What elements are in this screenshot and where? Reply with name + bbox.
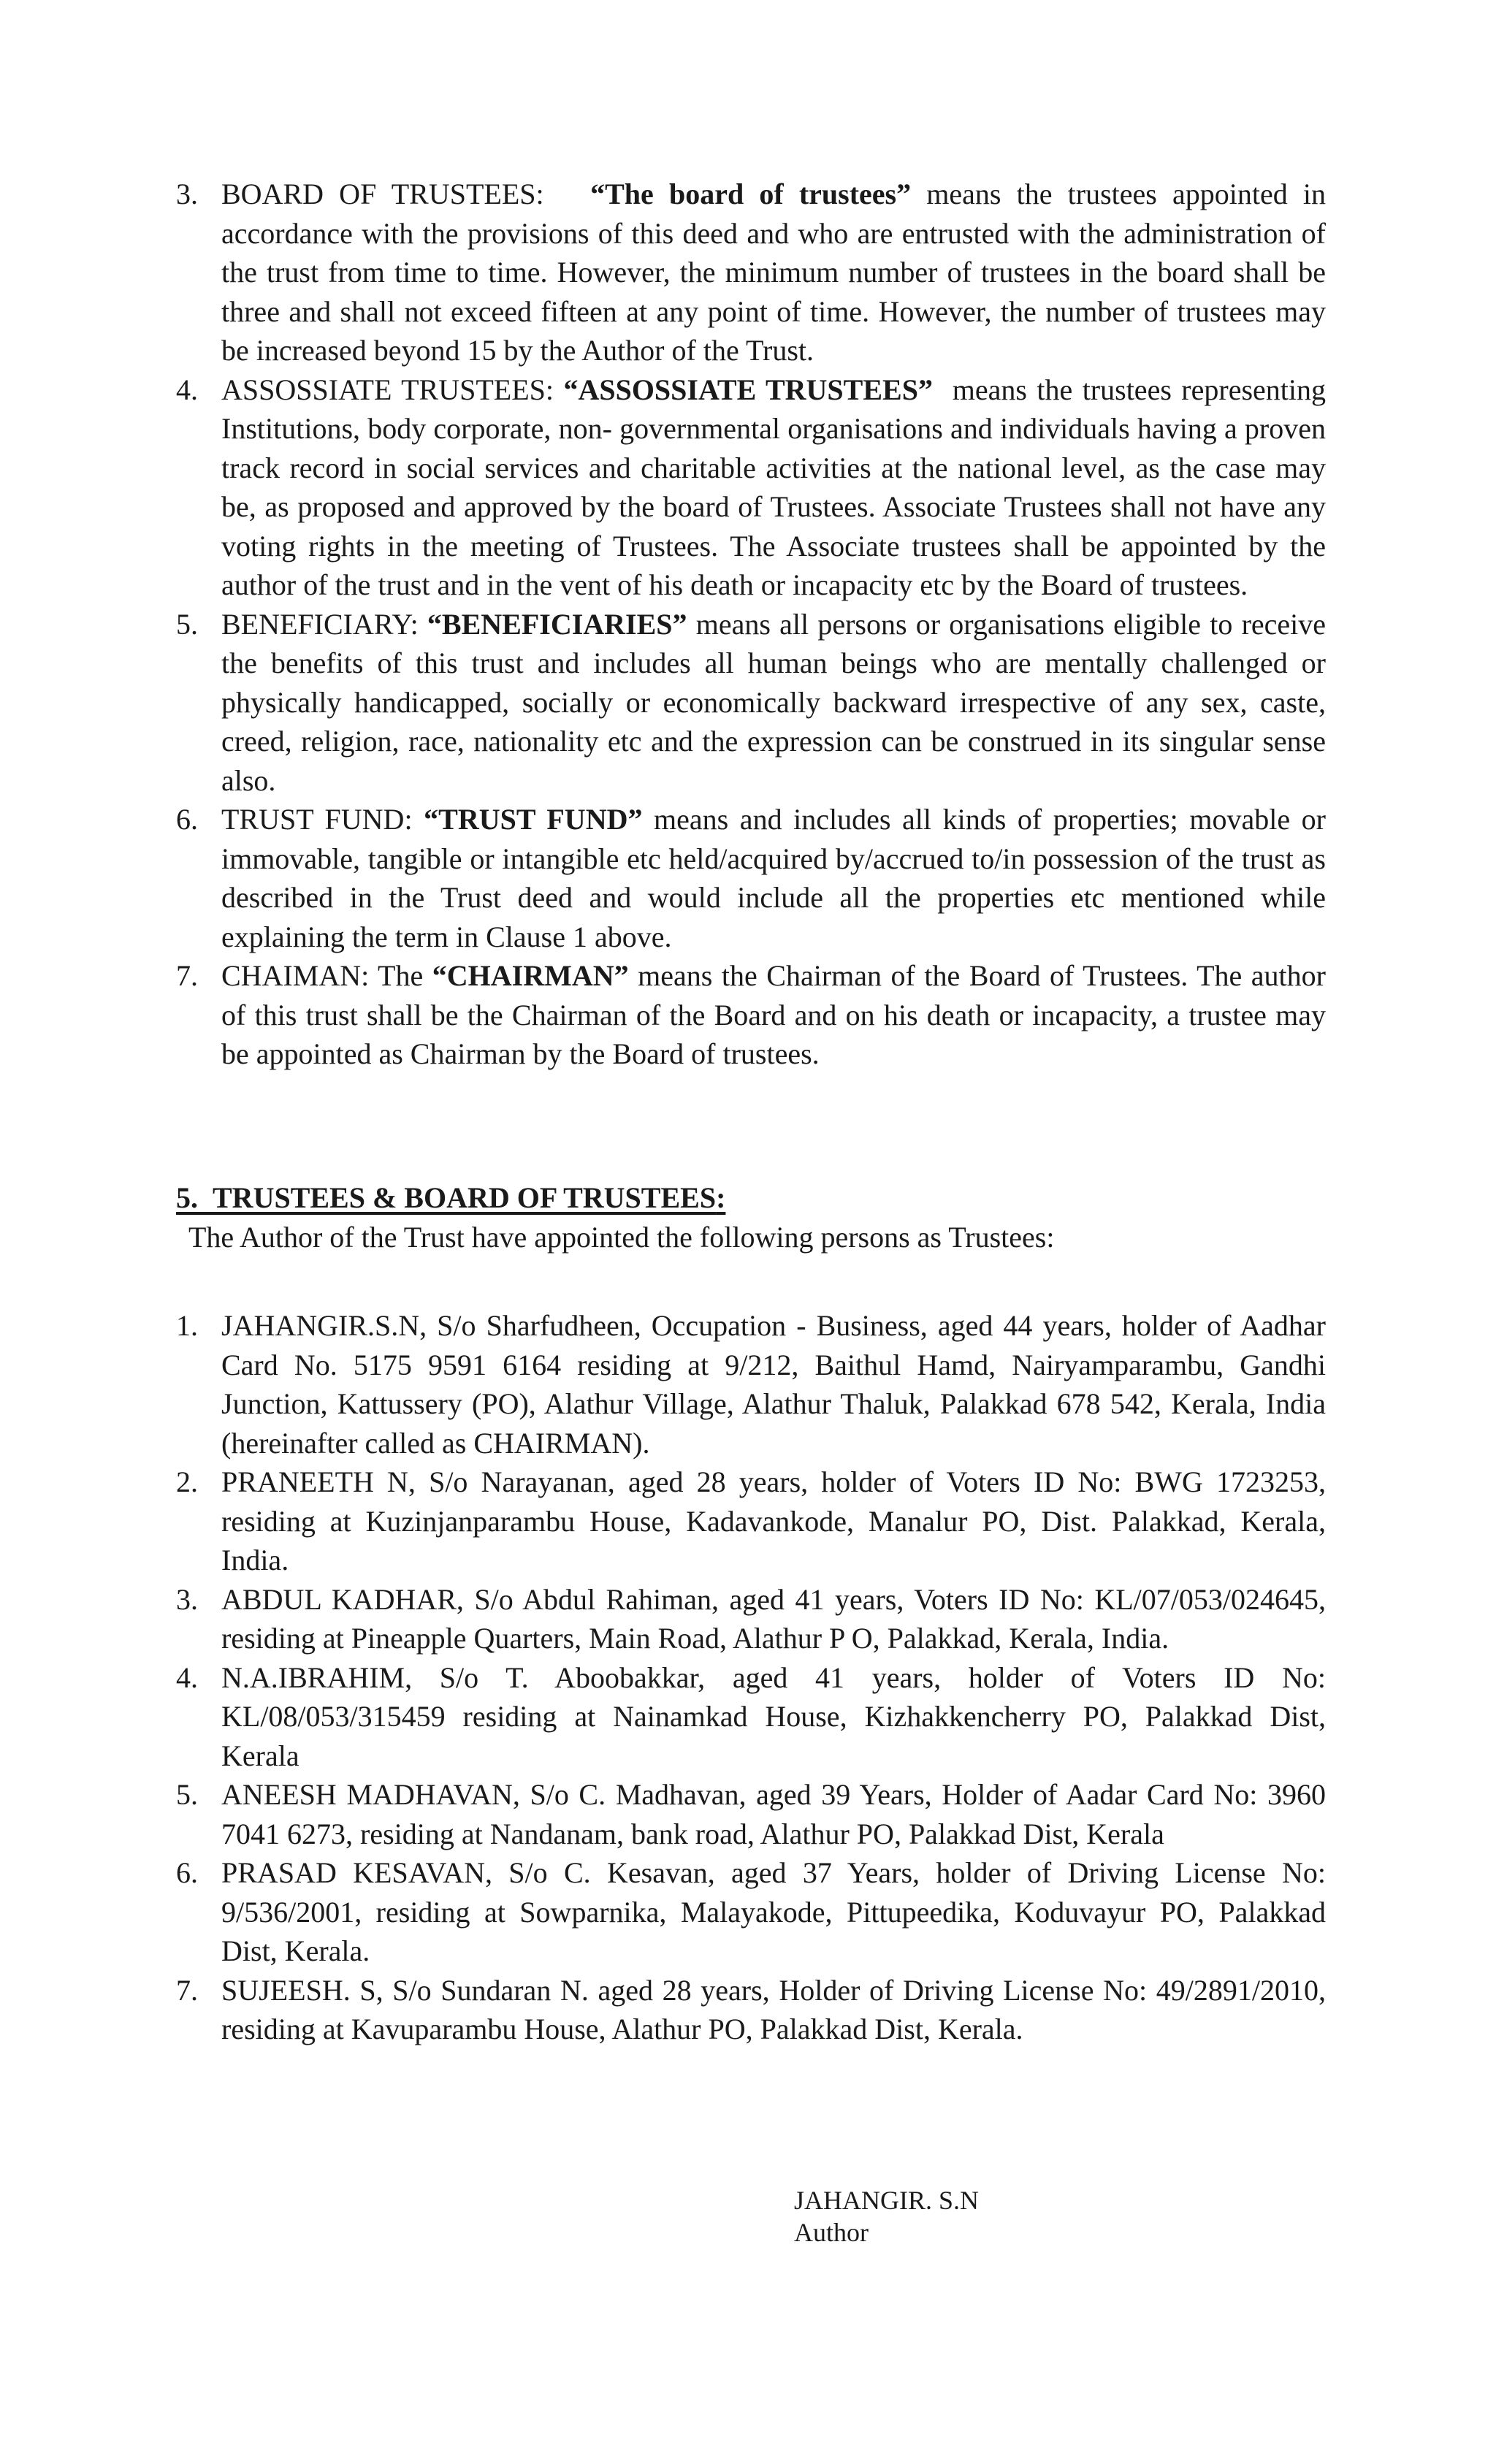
definition-text: means the trustees appointed in accordance with the provisions of this deed and who are entrusted with the administration of the trust from time to time. However, the minimum number of trustees in the board shall be three and shall not exceed fifteen at any point of time. However, the number of trustees may be increased beyond 15 by the Author of the Trust. [221, 178, 1326, 367]
item-number: 6. [176, 803, 198, 836]
signature-name: JAHANGIR. S.N [794, 2186, 980, 2215]
trustee-text: SUJEESH. S, S/o Sundaran N. aged 28 years, Holder of Driving License No: 49/2891/2010, residing at Kavuparambu House, Alathur PO, Palakkad Dist, Kerala. [221, 1973, 1326, 2045]
trustee-text: JAHANGIR.S.N, S/o Sharfudheen, Occupation - Business, aged 44 years, holder of Aadhar Card No. 5175 9591 6164 residing at 9/212, Baithul Hamd, Nairyamparambu, Gandhi Junction, Kattussery (PO), Alathur Village, Alathur Thaluk, Palakkad 678 542, Kerala, India (hereinafter called as CHAIRMAN). [221, 1309, 1326, 1460]
item-number: 3. [176, 1582, 198, 1616]
section-heading [176, 1178, 725, 1218]
trustee-text: N.A.IBRAHIM, S/o T. Aboobakkar, aged 41 years, holder of Voters ID No: KL/08/053/315459 residing at Nainamkad House, Kizhakkencherry PO, Palakkad Dist, Kerala [221, 1660, 1326, 1772]
item-number: 5. [176, 607, 198, 641]
definition-term: BENEFICIARY: [221, 607, 419, 641]
definition-text: means the trustees representing Institutions, body corporate, non- governmental organisations and individuals having a proven track record in social services and charitable activities at the national level, as the case may be, as proposed and approved by the board of Trustees. Associate Trustees shall not have any voting rights in the meeting of Trustees. The Associate trustees shall be appointed by the author of the trust and in the vent of his death or incapacity etc by the Board of trustees. [221, 373, 1326, 601]
trustee-item [176, 1462, 1326, 1580]
item-number: 7. [176, 959, 198, 992]
trustees-list [176, 1306, 1326, 2049]
trustee-item [176, 1306, 1326, 1462]
trustee-text: PRANEETH N, S/o Narayanan, aged 28 years, holder of Voters ID No: BWG 1723253, residing at Kuzinjanparambu House, Kadavankode, Manalur PO, Dist. Palakkad, Kerala, India. [221, 1465, 1326, 1576]
trustee-text: PRASAD KESAVAN, S/o C. Kesavan, aged 37 Years, holder of Driving License No: 9/536/2001, residing at Sowparnika, Malayakode, Pittupeedika, Koduvayur PO, Palakkad Dist, Kerala. [221, 1856, 1326, 1967]
definition-text: means and includes all kinds of properties; movable or immovable, tangible or intangible etc held/acquired by/accrued to/in possession of the trust as described in the Trust deed and would include all the properties etc mentioned while explaining the term in Clause 1 above. [221, 803, 1326, 953]
definition-term: BOARD OF TRUSTEES: [221, 178, 544, 210]
definition-term: TRUST FUND: [221, 803, 413, 836]
item-number: 1. [176, 1309, 198, 1342]
signature-role: Author [794, 2218, 869, 2247]
trustee-item [176, 1658, 1326, 1776]
definition-item-beneficiary [176, 605, 1326, 801]
definition-item-board [176, 175, 1326, 370]
item-number: 2. [176, 1465, 198, 1498]
definition-quoted: “TRUST FUND” [424, 803, 643, 836]
item-number: 7. [176, 1973, 198, 2007]
trustee-item [176, 1853, 1326, 1971]
trustee-text: ABDUL KADHAR, S/o Abdul Rahiman, aged 41 years, Voters ID No: KL/07/053/024645, residing at Pineapple Quarters, Main Road, Alathur P O, Palakkad, Kerala, India. [221, 1582, 1326, 1655]
definition-item-associate [176, 370, 1326, 605]
item-number: 4. [176, 1660, 198, 1694]
definition-quoted: “The board of trustees” [590, 178, 912, 210]
definitions-list [176, 175, 1326, 1074]
item-number: 4. [176, 373, 198, 406]
section-number: 5. [176, 1181, 198, 1214]
section-colon: : [716, 1181, 726, 1214]
definition-quoted: “CHAIRMAN” [432, 959, 629, 992]
definition-text: means the Chairman of the Board of Trustees. The author of this trust shall be the Chairman of the Board and on his death or incapacity, a trustee may be appointed as Chairman by the Board of trustees. [221, 959, 1326, 1070]
signature-block [794, 2184, 979, 2249]
item-number: 5. [176, 1778, 198, 1811]
definition-term: ASSOSSIATE TRUSTEES: [221, 373, 554, 406]
item-number: 3. [176, 178, 198, 210]
item-number: 6. [176, 1856, 198, 1889]
definition-term: CHAIMAN: The [221, 959, 424, 992]
definition-text: means all persons or organisations eligible to receive the benefits of this trust and includes all human beings who are mentally challenged or physically handicapped, socially or economically backward irrespective of any sex, caste, creed, religion, race, nationality etc and the expression can be construed in its singular sense also. [221, 607, 1327, 797]
definition-quoted: “BENEFICIARIES” [427, 607, 687, 641]
trustee-item [176, 1775, 1326, 1853]
definition-item-trust-fund [176, 800, 1326, 956]
trustee-item [176, 1580, 1326, 1658]
section-title: TRUSTEES & BOARD OF TRUSTEES [213, 1181, 717, 1214]
section-intro: The Author of the Trust have appointed the following persons as Trustees: [188, 1221, 1055, 1254]
trustee-text: ANEESH MADHAVAN, S/o C. Madhavan, aged 39 Years, Holder of Aadar Card No: 3960 7041 6273, residing at Nandanam, bank road, Alathur PO, Palakkad Dist, Kerala [221, 1778, 1326, 1850]
definition-quoted: “ASSOSSIATE TRUSTEES” [563, 373, 933, 406]
definition-item-chairman [176, 956, 1326, 1074]
trustee-item [176, 1971, 1326, 2049]
